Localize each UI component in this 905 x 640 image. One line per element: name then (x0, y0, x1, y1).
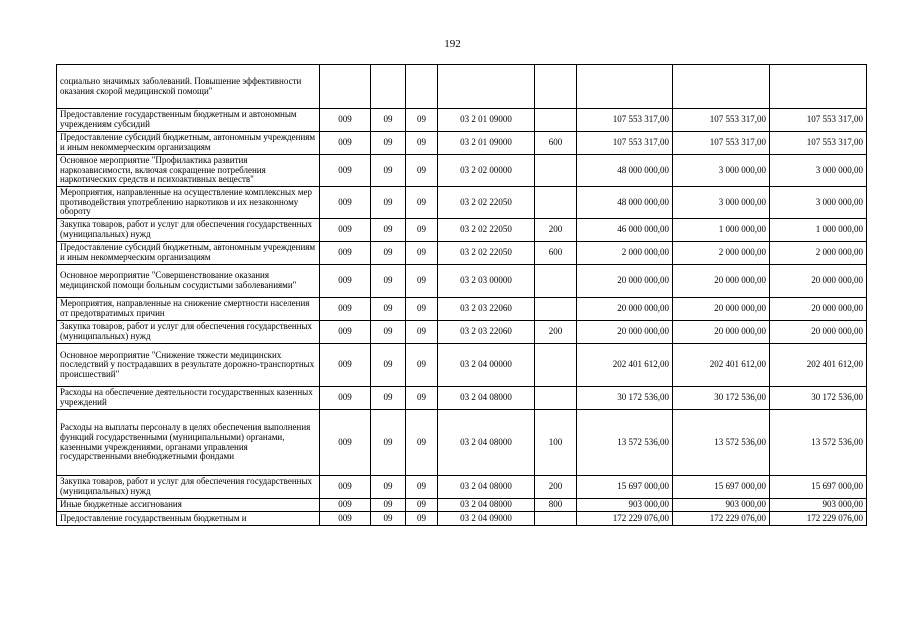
row-grbs-code-cell (320, 65, 371, 109)
row-subsection-code-cell: 09 (406, 242, 438, 265)
row-amount-year3-cell: 20 000 000,00 (770, 298, 867, 321)
row-section-code-cell: 09 (371, 242, 406, 265)
row-amount-year1-cell: 20 000 000,00 (577, 265, 673, 298)
table-row (57, 499, 867, 512)
row-target-article-cell (438, 65, 535, 109)
row-expense-type-cell: 200 (535, 219, 577, 242)
row-amount-year3-cell: 172 229 076,00 (770, 512, 867, 526)
row-target-article-cell: 03 2 04 00000 (438, 344, 535, 387)
row-expense-type-cell: 600 (535, 242, 577, 265)
row-amount-year3-cell (770, 65, 867, 109)
row-target-article-cell: 03 2 02 22050 (438, 219, 535, 242)
row-target-article-cell: 03 2 02 22050 (438, 187, 535, 219)
row-subsection-code-cell: 09 (406, 298, 438, 321)
row-amount-year1-cell: 13 572 536,00 (577, 410, 673, 476)
row-target-article-cell: 03 2 01 09000 (438, 109, 535, 132)
row-amount-year2-cell (673, 65, 770, 109)
row-subsection-code-cell: 09 (406, 109, 438, 132)
row-expense-type-cell (535, 387, 577, 410)
row-grbs-code-cell: 009 (320, 387, 371, 410)
row-amount-year1-cell: 20 000 000,00 (577, 298, 673, 321)
row-expense-type-cell (535, 65, 577, 109)
table-row (57, 65, 867, 109)
row-grbs-code-cell: 009 (320, 298, 371, 321)
row-amount-year1-cell (577, 65, 673, 109)
row-amount-year2-cell: 13 572 536,00 (673, 410, 770, 476)
row-grbs-code-cell: 009 (320, 344, 371, 387)
row-target-article-cell: 03 2 02 00000 (438, 155, 535, 187)
row-amount-year2-cell: 15 697 000,00 (673, 476, 770, 499)
row-amount-year3-cell: 202 401 612,00 (770, 344, 867, 387)
table-row (57, 321, 867, 344)
row-subsection-code-cell: 09 (406, 219, 438, 242)
row-section-code-cell: 09 (371, 298, 406, 321)
table-row (57, 344, 867, 387)
row-subsection-code-cell: 09 (406, 512, 438, 526)
table-row (57, 242, 867, 265)
row-amount-year2-cell: 1 000 000,00 (673, 219, 770, 242)
row-subsection-code-cell: 09 (406, 321, 438, 344)
row-section-code-cell: 09 (371, 476, 406, 499)
row-amount-year1-cell: 172 229 076,00 (577, 512, 673, 526)
row-section-code-cell: 09 (371, 219, 406, 242)
row-target-article-cell: 03 2 04 08000 (438, 499, 535, 512)
row-amount-year2-cell: 172 229 076,00 (673, 512, 770, 526)
row-amount-year1-cell: 15 697 000,00 (577, 476, 673, 499)
row-section-code-cell: 09 (371, 410, 406, 476)
row-grbs-code-cell: 009 (320, 109, 371, 132)
row-name-cell: Закупка товаров, работ и услуг для обеспечения государственных (муниципальных) нужд (57, 321, 320, 344)
row-amount-year3-cell: 13 572 536,00 (770, 410, 867, 476)
row-amount-year2-cell: 903 000,00 (673, 499, 770, 512)
row-name-cell: Мероприятия, направленные на осуществление комплексных мер противодействия употреблению наркотиков и их незаконному обороту (57, 187, 320, 219)
row-name-cell: Основное мероприятие "Снижение тяжести медицинских последствий у пострадавших в результате дорожно-транспортных происшествий" (57, 344, 320, 387)
row-amount-year1-cell: 48 000 000,00 (577, 187, 673, 219)
table-row (57, 187, 867, 219)
row-section-code-cell: 09 (371, 512, 406, 526)
row-amount-year2-cell: 30 172 536,00 (673, 387, 770, 410)
row-subsection-code-cell: 09 (406, 155, 438, 187)
row-expense-type-cell (535, 155, 577, 187)
row-section-code-cell: 09 (371, 187, 406, 219)
row-target-article-cell: 03 2 03 00000 (438, 265, 535, 298)
row-name-cell: Расходы на обеспечение деятельности государственных казенных учреждений (57, 387, 320, 410)
row-amount-year1-cell: 107 553 317,00 (577, 132, 673, 155)
table-row (57, 512, 867, 526)
row-name-cell: Основное мероприятие "Профилактика развития наркозависимости, включая сокращение потребления наркотических средств и психоактивных веществ" (57, 155, 320, 187)
row-amount-year3-cell: 903 000,00 (770, 499, 867, 512)
row-expense-type-cell (535, 187, 577, 219)
row-target-article-cell: 03 2 03 22060 (438, 321, 535, 344)
row-amount-year2-cell: 2 000 000,00 (673, 242, 770, 265)
row-amount-year1-cell: 48 000 000,00 (577, 155, 673, 187)
row-expense-type-cell: 100 (535, 410, 577, 476)
row-subsection-code-cell: 09 (406, 476, 438, 499)
row-name-cell: Предоставление государственным бюджетным и (57, 512, 320, 526)
row-amount-year3-cell: 3 000 000,00 (770, 155, 867, 187)
row-expense-type-cell (535, 344, 577, 387)
row-section-code-cell: 09 (371, 265, 406, 298)
row-section-code-cell: 09 (371, 132, 406, 155)
row-amount-year2-cell: 3 000 000,00 (673, 187, 770, 219)
row-expense-type-cell (535, 298, 577, 321)
row-name-cell: Иные бюджетные ассигнования (57, 499, 320, 512)
row-expense-type-cell: 600 (535, 132, 577, 155)
table-row (57, 219, 867, 242)
row-amount-year3-cell: 20 000 000,00 (770, 321, 867, 344)
row-amount-year1-cell: 30 172 536,00 (577, 387, 673, 410)
row-amount-year3-cell: 20 000 000,00 (770, 265, 867, 298)
row-grbs-code-cell: 009 (320, 321, 371, 344)
row-amount-year3-cell: 1 000 000,00 (770, 219, 867, 242)
row-name-cell: Предоставление субсидий бюджетным, автономным учреждениям и иным некоммерческим организациям (57, 242, 320, 265)
row-amount-year1-cell: 20 000 000,00 (577, 321, 673, 344)
row-name-cell: Предоставление субсидий бюджетным, автономным учреждениям и иным некоммерческим организациям (57, 132, 320, 155)
row-grbs-code-cell: 009 (320, 512, 371, 526)
row-target-article-cell: 03 2 01 09000 (438, 132, 535, 155)
row-section-code-cell: 09 (371, 155, 406, 187)
row-expense-type-cell (535, 109, 577, 132)
table-row (57, 265, 867, 298)
row-section-code-cell: 09 (371, 109, 406, 132)
row-target-article-cell: 03 2 04 09000 (438, 512, 535, 526)
row-amount-year3-cell: 107 553 317,00 (770, 109, 867, 132)
row-amount-year1-cell: 202 401 612,00 (577, 344, 673, 387)
row-target-article-cell: 03 2 02 22050 (438, 242, 535, 265)
row-subsection-code-cell: 09 (406, 265, 438, 298)
row-amount-year2-cell: 20 000 000,00 (673, 298, 770, 321)
row-amount-year1-cell: 107 553 317,00 (577, 109, 673, 132)
row-grbs-code-cell: 009 (320, 219, 371, 242)
row-grbs-code-cell: 009 (320, 132, 371, 155)
row-name-cell: Основное мероприятие "Совершенствование оказания медицинской помощи больным сосудистыми заболеваниями" (57, 265, 320, 298)
budget-table-body (57, 65, 867, 526)
row-target-article-cell: 03 2 04 08000 (438, 476, 535, 499)
row-section-code-cell: 09 (371, 499, 406, 512)
row-subsection-code-cell (406, 65, 438, 109)
row-amount-year3-cell: 2 000 000,00 (770, 242, 867, 265)
row-target-article-cell: 03 2 03 22060 (438, 298, 535, 321)
row-expense-type-cell: 200 (535, 321, 577, 344)
row-amount-year1-cell: 2 000 000,00 (577, 242, 673, 265)
row-amount-year3-cell: 15 697 000,00 (770, 476, 867, 499)
page-number: 192 (444, 38, 461, 50)
row-section-code-cell (371, 65, 406, 109)
row-amount-year3-cell: 3 000 000,00 (770, 187, 867, 219)
row-grbs-code-cell: 009 (320, 476, 371, 499)
row-name-cell: Предоставление государственным бюджетным и автономным учреждениям субсидий (57, 109, 320, 132)
table-row (57, 155, 867, 187)
row-section-code-cell: 09 (371, 387, 406, 410)
table-row (57, 387, 867, 410)
row-name-cell: Закупка товаров, работ и услуг для обеспечения государственных (муниципальных) нужд (57, 476, 320, 499)
row-section-code-cell: 09 (371, 344, 406, 387)
budget-table (56, 64, 867, 526)
table-row (57, 109, 867, 132)
row-expense-type-cell: 800 (535, 499, 577, 512)
row-expense-type-cell: 200 (535, 476, 577, 499)
row-grbs-code-cell: 009 (320, 499, 371, 512)
row-subsection-code-cell: 09 (406, 187, 438, 219)
row-target-article-cell: 03 2 04 08000 (438, 387, 535, 410)
row-amount-year3-cell: 107 553 317,00 (770, 132, 867, 155)
row-name-cell: Мероприятия, направленные на снижение смертности населения от предотвратимых причин (57, 298, 320, 321)
row-subsection-code-cell: 09 (406, 344, 438, 387)
row-amount-year2-cell: 107 553 317,00 (673, 109, 770, 132)
row-grbs-code-cell: 009 (320, 265, 371, 298)
row-amount-year3-cell: 30 172 536,00 (770, 387, 867, 410)
row-name-cell: социально значимых заболеваний. Повышение эффективности оказания скорой медицинской помощи" (57, 65, 320, 109)
row-subsection-code-cell: 09 (406, 499, 438, 512)
row-amount-year2-cell: 20 000 000,00 (673, 265, 770, 298)
row-amount-year1-cell: 46 000 000,00 (577, 219, 673, 242)
table-row (57, 476, 867, 499)
row-subsection-code-cell: 09 (406, 132, 438, 155)
row-expense-type-cell (535, 512, 577, 526)
table-row (57, 132, 867, 155)
row-name-cell: Расходы на выплаты персоналу в целях обеспечения выполнения функций государственными (муниципальными) органами, казенными учреждениями, органами управления государственными внебюджетными фондами (57, 410, 320, 476)
row-grbs-code-cell: 009 (320, 187, 371, 219)
row-grbs-code-cell: 009 (320, 410, 371, 476)
row-expense-type-cell (535, 265, 577, 298)
row-grbs-code-cell: 009 (320, 155, 371, 187)
table-row (57, 410, 867, 476)
row-name-cell: Закупка товаров, работ и услуг для обеспечения государственных (муниципальных) нужд (57, 219, 320, 242)
row-amount-year2-cell: 20 000 000,00 (673, 321, 770, 344)
row-amount-year1-cell: 903 000,00 (577, 499, 673, 512)
row-amount-year2-cell: 107 553 317,00 (673, 132, 770, 155)
table-row (57, 298, 867, 321)
row-section-code-cell: 09 (371, 321, 406, 344)
row-target-article-cell: 03 2 04 08000 (438, 410, 535, 476)
row-amount-year2-cell: 3 000 000,00 (673, 155, 770, 187)
row-subsection-code-cell: 09 (406, 410, 438, 476)
row-grbs-code-cell: 009 (320, 242, 371, 265)
row-amount-year2-cell: 202 401 612,00 (673, 344, 770, 387)
row-subsection-code-cell: 09 (406, 387, 438, 410)
